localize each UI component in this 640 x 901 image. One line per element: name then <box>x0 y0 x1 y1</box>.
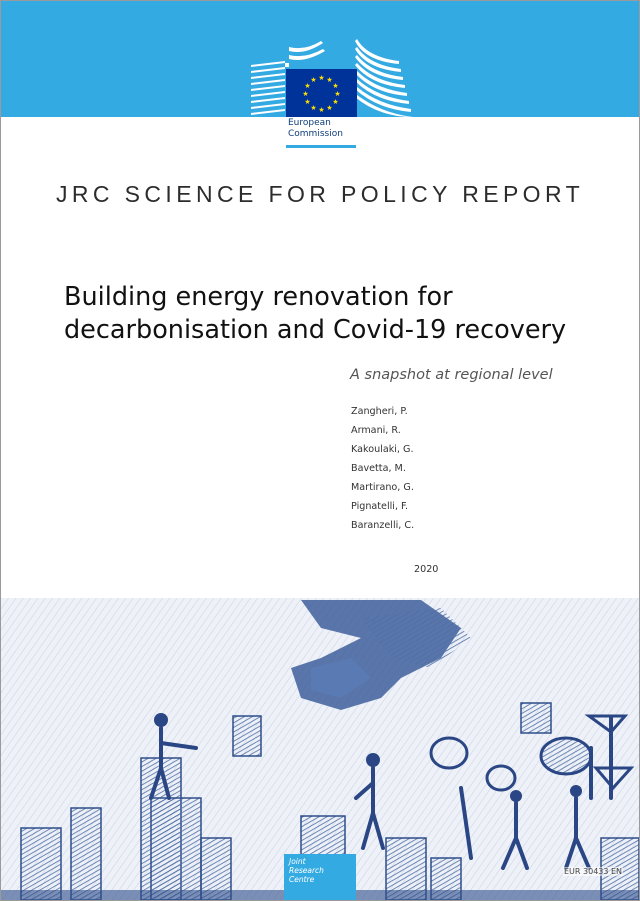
report-title <box>64 281 604 347</box>
svg-text:★: ★ <box>318 74 325 82</box>
author: Zangheri, P. <box>351 406 408 417</box>
author: Bavetta, M. <box>351 463 406 474</box>
author: Armani, R. <box>351 425 401 436</box>
svg-text:★: ★ <box>302 90 309 98</box>
jrc-logo-box <box>284 854 356 900</box>
logo-underline <box>286 145 356 148</box>
svg-text:★: ★ <box>310 104 317 112</box>
svg-text:★: ★ <box>310 76 317 84</box>
logo-wordmark <box>288 118 343 140</box>
author: Pignatelli, F. <box>351 501 409 512</box>
svg-text:★: ★ <box>318 106 325 114</box>
svg-text:★: ★ <box>326 104 333 112</box>
report-subtitle: A snapshot at regional level <box>350 367 553 383</box>
svg-text:★: ★ <box>326 76 333 84</box>
svg-text:★: ★ <box>304 98 311 106</box>
title-line-2: decarbonisation and Covid-19 recovery <box>64 315 567 345</box>
report-series: JRC SCIENCE FOR POLICY REPORT <box>55 181 585 207</box>
logo-text-line2: Commission <box>288 129 343 139</box>
svg-text:★: ★ <box>334 90 341 98</box>
jrc-line-3: Centre <box>289 875 315 884</box>
jrc-line-2: Research <box>289 866 324 875</box>
author: Kakoulaki, G. <box>351 444 414 455</box>
report-number: EUR 30433 EN <box>564 867 623 876</box>
svg-text:★: ★ <box>304 82 311 90</box>
title-line-1: Building energy renovation for <box>64 282 453 312</box>
svg-text:★: ★ <box>332 98 339 106</box>
author: Baranzelli, C. <box>351 520 415 531</box>
author-list <box>351 405 414 538</box>
jrc-line-1: Joint <box>289 857 306 866</box>
publication-year: 2020 <box>414 564 439 575</box>
logo-text-line1: European <box>288 118 331 128</box>
svg-text:★: ★ <box>332 82 339 90</box>
author: Martirano, G. <box>351 482 414 493</box>
